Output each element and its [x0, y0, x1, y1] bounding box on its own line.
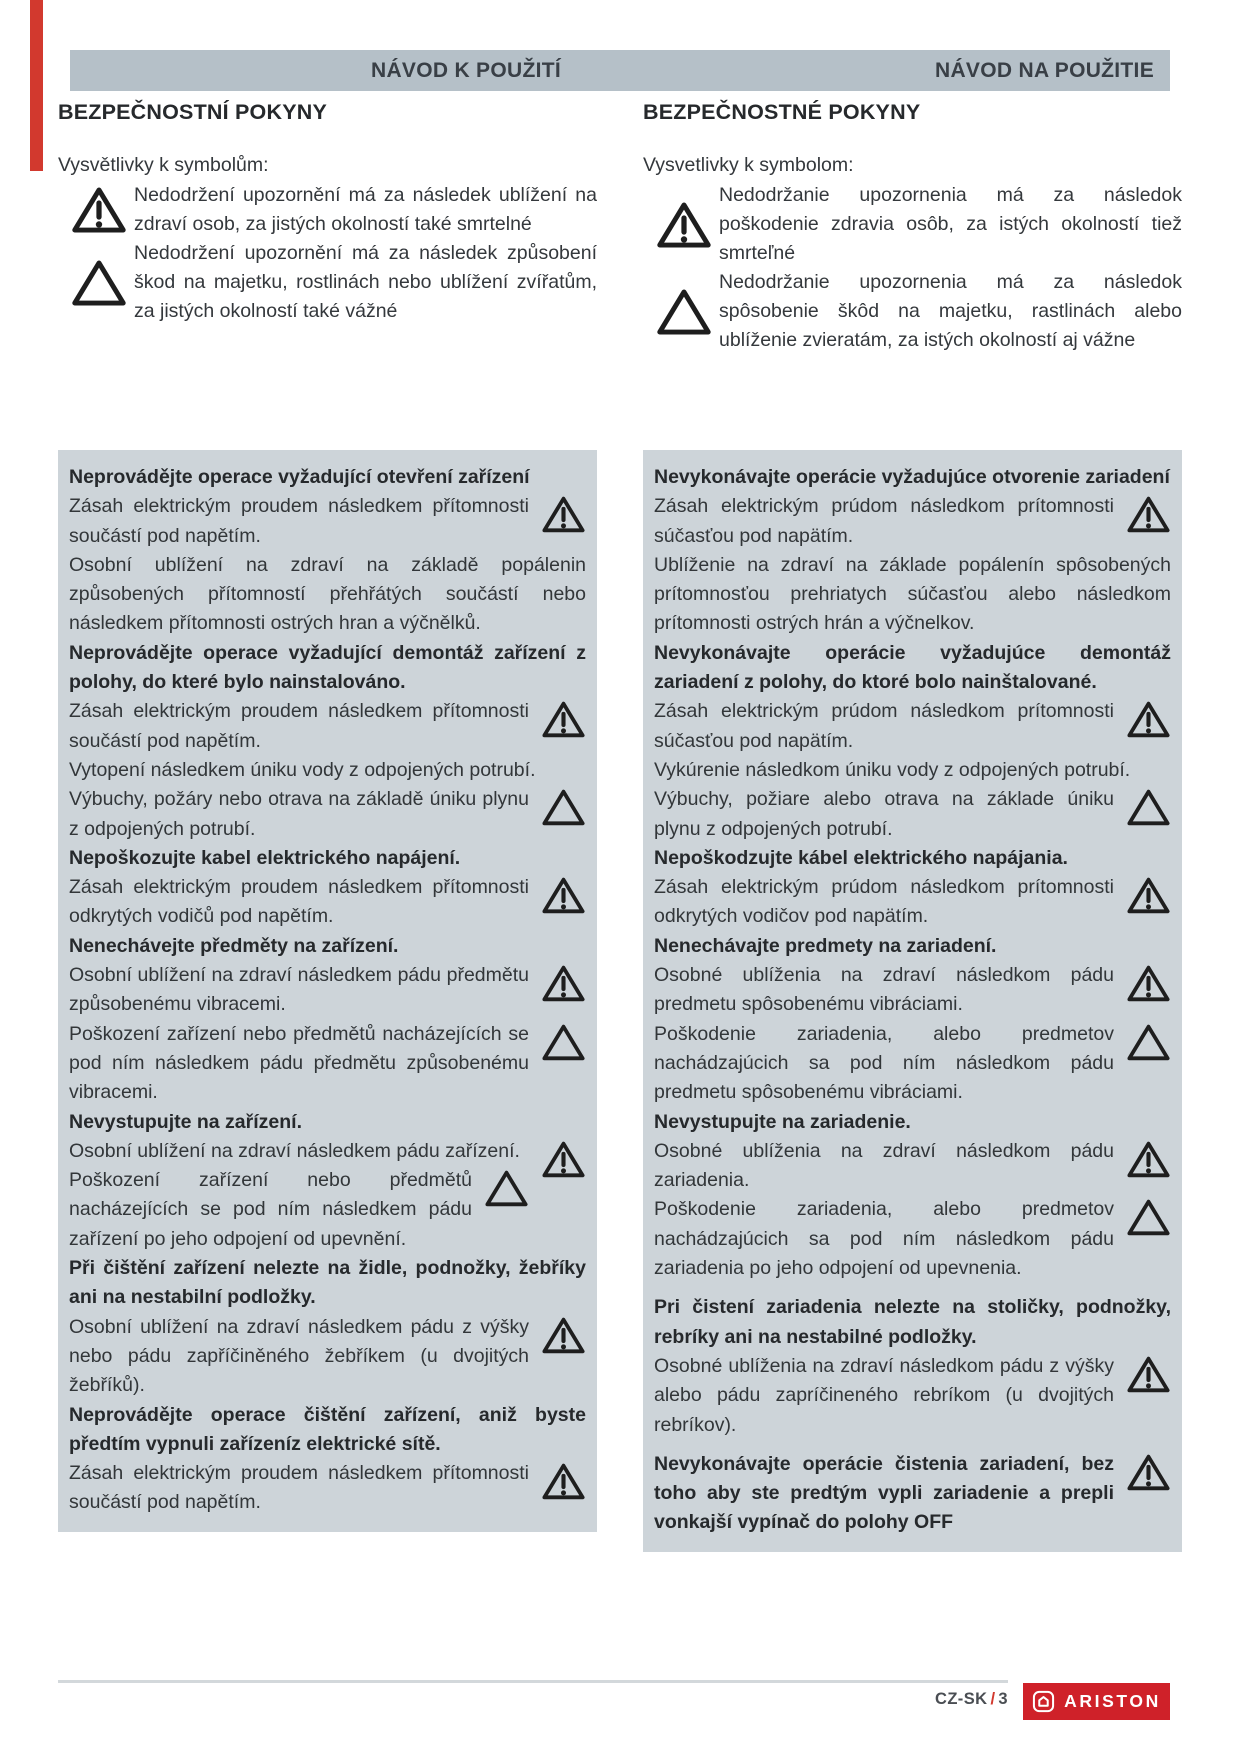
safety-instruction-heading: Nepoškodzujte kábel elektrického napájania.	[654, 846, 1068, 869]
legend-text: Nedodržení upozornění má za následek způsobení škod na majetku, rostlinách nebo ublížení zvířatům, za jistých okolností také vážné	[134, 242, 597, 322]
legend-text: Nedodržanie upozornenia má za následok poškodenie zdravia osôb, za istých okolností tiež smrteľné	[719, 184, 1182, 264]
safety-instructions-box	[643, 450, 1182, 1552]
warning-triangle-icon	[58, 258, 134, 308]
legend-text: Nedodržení upozornění má za následek ublížení na zdraví osob, za jistých okolností také smrtelné	[134, 184, 597, 235]
warning-triangle-icon	[541, 788, 586, 827]
language-section-tab	[30, 0, 43, 171]
safety-risk-text: Zásah elektrickým prúdom následkom prítomnosti súčasťou pod napätím.	[654, 492, 1171, 551]
ariston-brand-text: ARISTON	[1064, 1690, 1161, 1711]
safety-instruction-heading: Nevykonávajte operácie vyžadujúce otvorenie zariadení	[654, 466, 1170, 488]
warning-exclamation-triangle-icon	[541, 964, 586, 1003]
legend-item	[58, 181, 597, 239]
safety-instruction-heading: Nevykonávajte operácie čistenia zariadení, bez toho aby ste predtým vypli zariadenie a prepli vonkajší vypínač do polohy OFF	[654, 1450, 1171, 1538]
header-title-czech: NÁVOD K POUŽITÍ	[370, 59, 561, 82]
legend-title: Vysvetlivky k symbolom:	[643, 154, 854, 176]
safety-risk-text: Osobné ublíženia na zdraví následkom pádu zariadenia.	[654, 1137, 1171, 1196]
safety-instruction-heading: Nevystupujte na zařízení.	[69, 1110, 302, 1133]
safety-risk-text: Zásah elektrickým proudem následkem přítomnosti součástí pod napětím.	[69, 492, 586, 551]
safety-risk-text: Poškození zařízení nebo předmětů nacházejících se pod ním následkem pádu předmětu způsobenému vibracemi.	[69, 1020, 586, 1108]
warning-exclamation-triangle-icon	[1126, 700, 1171, 739]
warning-exclamation-triangle-icon	[1126, 876, 1171, 915]
warning-exclamation-triangle-icon	[541, 1316, 586, 1355]
warning-exclamation-triangle-icon	[58, 185, 134, 235]
warning-exclamation-triangle-icon	[1126, 1355, 1171, 1394]
safety-risk-text: Výbuchy, požáry nebo otrava na základě úniku plynu z odpojených potrubí.	[69, 785, 586, 844]
ariston-logo	[1023, 1683, 1170, 1720]
warning-exclamation-triangle-icon	[541, 495, 586, 534]
safety-risk-text: Vykúrenie následkom úniku vody z odpojených potrubí.	[654, 758, 1131, 781]
safety-risk-text: Zásah elektrickým prúdom následkom prítomnosti odkrytých vodičov pod napätím.	[654, 873, 1171, 932]
warning-exclamation-triangle-icon	[1126, 1140, 1171, 1179]
safety-instruction-heading: Nenechávajte predmety na zariadení.	[654, 934, 997, 957]
header-title-slovak: NÁVOD NA POUŽITIE	[935, 59, 1154, 82]
warning-exclamation-triangle-icon	[541, 700, 586, 739]
column-czech	[58, 100, 597, 1514]
safety-instruction-heading: Nevystupujte na zariadenie.	[654, 1110, 911, 1133]
safety-risk-text: Ublíženie na zdraví na základe popálenín spôsobených prítomnosťou prehriatych súčasťou alebo následkom prítomnosti ostrých hrán a výčnelkov.	[654, 553, 1171, 635]
safety-instruction-heading: Neprovádějte operace vyžadující otevření zařízení	[69, 466, 530, 488]
legend-text: Nedodržanie upozornenia má za následok spôsobenie škôd na majetku, rastlinách alebo ublíženie zvieratám, za istých okolností aj vážne	[719, 271, 1182, 351]
warning-triangle-icon	[1126, 788, 1171, 827]
safety-instruction-heading: Nevykonávajte operácie vyžadujúce demontáž zariadení z polohy, do ktoré bolo nainštalované.	[654, 641, 1171, 694]
safety-risk-text: Zásah elektrickým proudem následkem přítomnosti součástí pod napětím.	[69, 1459, 586, 1518]
section-title-slovak: BEZPEČNOSTNÉ POKYNY	[643, 100, 921, 124]
safety-risk-text: Zásah elektrickým proudem následkem přítomnosti součástí pod napětím.	[69, 697, 586, 756]
safety-risk-text: Osobné ublíženia na zdraví následkom pádu predmetu spôsobenému vibráciami.	[654, 961, 1171, 1020]
legend-item	[643, 268, 1182, 355]
column-slovak	[643, 100, 1182, 1534]
safety-risk-text: Osobní ublížení na zdraví následkem pádu z výšky nebo pádu zapříčiněného žebříkem (u dvojitých žebříků).	[69, 1313, 586, 1401]
warning-exclamation-triangle-icon	[1126, 495, 1171, 534]
safety-risk-text: Osobní ublížení na zdraví následkem pádu předmětu způsobenému vibracemi.	[69, 961, 586, 1020]
footer-divider	[58, 1680, 1008, 1683]
section-title-czech: BEZPEČNOSTNÍ POKYNY	[58, 100, 328, 124]
safety-risk-text: Osobní ublížení na zdraví následkem pádu zařízení.	[69, 1137, 586, 1166]
legend-item	[58, 239, 597, 326]
warning-triangle-icon	[1126, 1023, 1171, 1062]
safety-instruction-heading: Neprovádějte operace vyžadující demontáž zařízení z polohy, do které bylo nainstalováno.	[69, 641, 586, 694]
safety-risk-text: Výbuchy, požiare alebo otrava na základe úniku plynu z odpojených potrubí.	[654, 785, 1171, 844]
symbol-legend	[643, 181, 1182, 355]
warning-exclamation-triangle-icon	[541, 1140, 586, 1179]
ariston-house-icon	[1032, 1690, 1055, 1713]
safety-instruction-heading: Nenechávejte předměty na zařízení.	[69, 934, 399, 957]
safety-instructions-box	[58, 450, 597, 1532]
symbol-legend	[58, 181, 597, 326]
header-bar	[70, 50, 1170, 91]
safety-instruction-heading: Nepoškozujte kabel elektrického napájení.	[69, 846, 461, 869]
warning-triangle-icon	[541, 1023, 586, 1062]
safety-instruction-heading: Neprovádějte operace čištění zařízení, aniž byste předtím vypnuli zařízeníz elektrické sítě.	[69, 1403, 586, 1455]
safety-risk-text: Poškodenie zariadenia, alebo predmetov nachádzajúcich sa pod ním následkom pádu zariadenia po jeho odpojení od upevnenia.	[654, 1195, 1171, 1283]
safety-risk-text: Zásah elektrickým proudem následkem přítomnosti odkrytých vodičů pod napětím.	[69, 873, 586, 932]
legend-title: Vysvětlivky k symbolům:	[58, 154, 269, 176]
page-number: 3	[998, 1690, 1008, 1708]
page-indicator	[808, 1690, 1008, 1709]
safety-instruction-heading: Pri čistení zariadenia nelezte na stoličky, podnožky, rebríky ani na nestabilné podložky.	[654, 1296, 1171, 1348]
warning-triangle-icon	[643, 287, 719, 337]
warning-triangle-icon	[484, 1169, 529, 1208]
warning-exclamation-triangle-icon	[541, 1462, 586, 1501]
warning-exclamation-triangle-icon	[1126, 1453, 1171, 1492]
legend-item	[643, 181, 1182, 268]
warning-exclamation-triangle-icon	[643, 200, 719, 250]
page-separator: /	[990, 1690, 996, 1708]
warning-triangle-icon	[1126, 1198, 1171, 1237]
warning-exclamation-triangle-icon	[1126, 964, 1171, 1003]
warning-exclamation-triangle-icon	[541, 876, 586, 915]
safety-risk-text: Osobné ublíženia na zdraví následkom pádu z výšky alebo pádu zapríčineného rebríkom (u dvojitých rebríkov).	[654, 1352, 1171, 1440]
safety-risk-text: Poškodenie zariadenia, alebo predmetov nachádzajúcich sa pod ním následkom pádu predmetu spôsobenému vibráciami.	[654, 1020, 1171, 1108]
page-language-label: CZ-SK	[935, 1690, 988, 1708]
safety-risk-text: Vytopení následkem úniku vody z odpojených potrubí.	[69, 758, 536, 781]
safety-risk-text: Osobní ublížení na zdraví na základě popálenin způsobených přítomností přehřátých součástí nebo následkem přítomnosti ostrých hran a výčnělků.	[69, 553, 586, 635]
safety-risk-text: Zásah elektrickým prúdom následkom prítomnosti súčasťou pod napätím.	[654, 697, 1171, 756]
safety-risk-text: Poškození zařízení nebo předmětů nacházejících se pod ním následkem pádu zařízení po jeho odpojení od upevnění.	[69, 1166, 586, 1254]
safety-instruction-heading: Při čištění zařízení nelezte na židle, podnožky, žebříky ani na nestabilní podložky.	[69, 1257, 586, 1309]
